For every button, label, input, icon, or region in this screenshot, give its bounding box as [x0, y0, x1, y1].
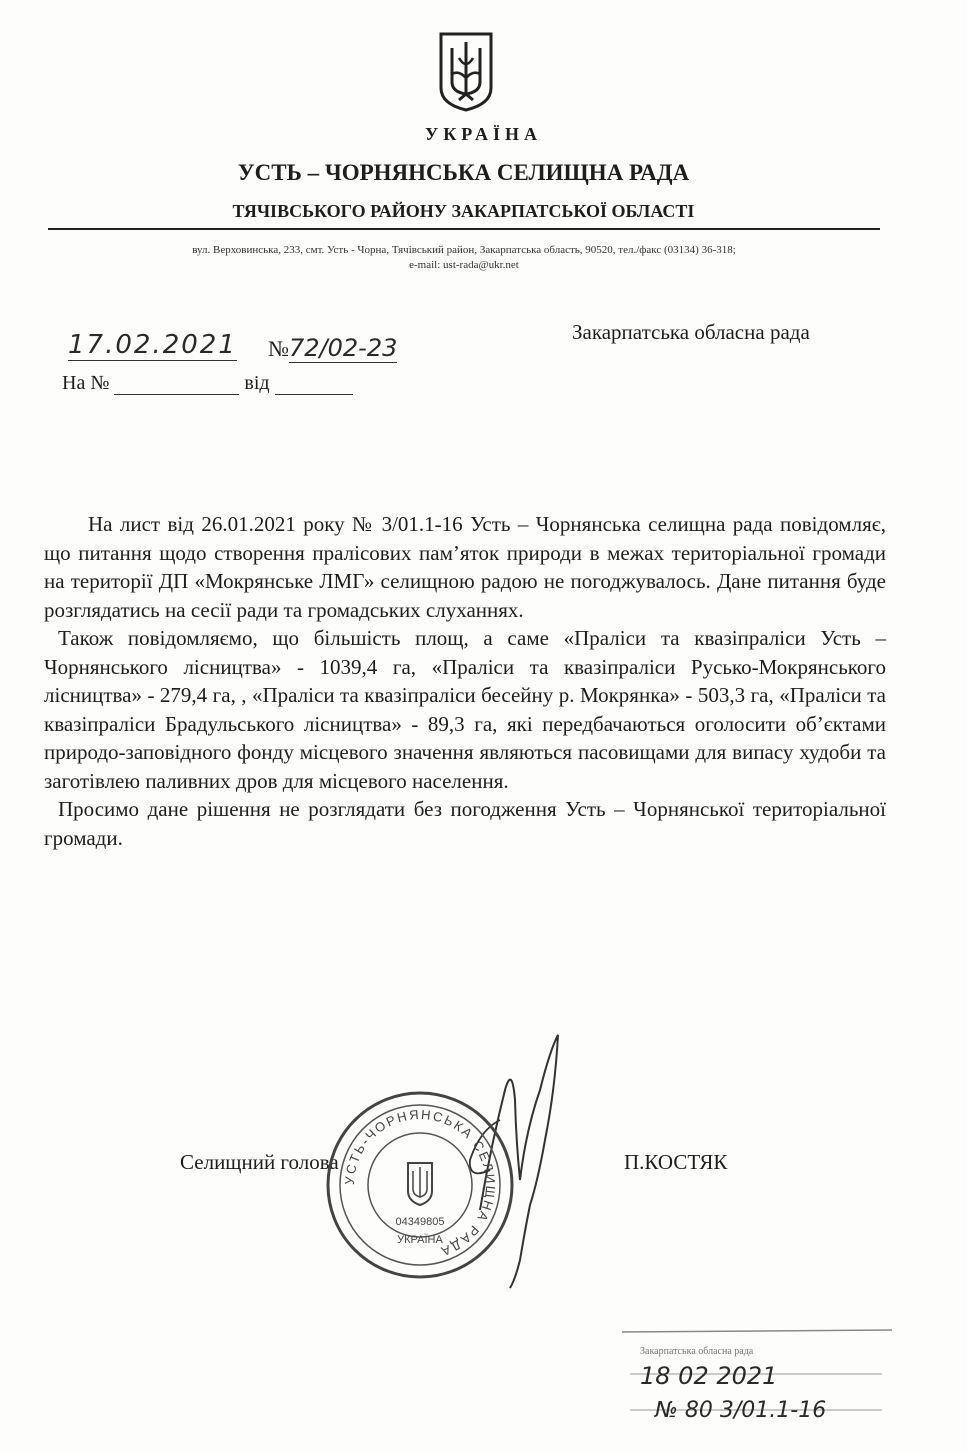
district-name: ТЯЧІВСЬКОГО РАЙОНУ ЗАКАРПАТСЬКОЇ ОБЛАСТІ [232, 201, 695, 221]
outgoing-date-value: 17.02.2021 [68, 330, 237, 360]
council-name: УСТЬ – ЧОРНЯНСЬКА СЕЛИЩНА РАДА [237, 160, 690, 185]
stamp-ring-text: УСТЬ-ЧОРНЯНСЬКА СЕЛИЩНА РАДА [341, 1106, 499, 1260]
official-stamp-seal [320, 1085, 520, 1285]
body-paragraph-1: На лист від 26.01.2021 року № 3/01.1-16 Усть – Чорнянська селищна рада повідомляє, що питання щодо створення пралісових пам’яток природи в межах територіальної громади на території ДП «Мокрянське ЛМГ» селищною радою не погоджувалось. Дане питання буде розглядатись на сесії ради та громадських слуханнях. [44, 512, 886, 622]
registration-number: № 80 3/01.1-16 [655, 1398, 827, 1423]
header-divider [48, 228, 880, 230]
reply-number-blank [114, 376, 239, 395]
body-paragraph-3: Просимо дане рішення не розглядати без погодження Усть – Чорнянської територіальної громади. [44, 797, 886, 850]
coat-of-arms-icon [437, 30, 495, 112]
registration-header: Закарпатська обласна рада [640, 1346, 754, 1357]
outgoing-date [68, 330, 248, 360]
contacts-block [40, 243, 888, 273]
address-line: вул. Верховинська, 233, смт. Усть - Чорна, Тячівський район, Закарпатська область, 90520, тел./факс (03134) 36-318; [192, 244, 736, 256]
stamp-code: 04349805 [395, 1216, 445, 1228]
stamp-country: УКРАЇНА [397, 1234, 443, 1246]
registration-date: 18 02 2021 [640, 1362, 778, 1390]
addressee: Закарпатська обласна рада [572, 320, 810, 344]
reply-number-label: На № [62, 372, 110, 394]
reply-from-label: від [244, 372, 270, 394]
outgoing-number-label: № [268, 336, 289, 361]
outgoing-number [268, 334, 397, 362]
reply-reference [62, 372, 353, 395]
letter-body [44, 510, 886, 852]
email-line: e-mail: ust-rada@ukr.net [409, 259, 519, 271]
reply-date-blank [275, 376, 353, 395]
body-paragraph-2: Також повідомляємо, що більшість площ, а саме «Праліси та квазіпраліси Усть – Чорнянського лісництва» - 1039,4 га, «Праліси та квазіпраліси Русько-Мокрянського лісництва» - 279,4 га, , «Праліси та квазіпраліси бесейну р. Мокрянка» - 503,3 га, «Праліси та квазіпраліси Брадульського лісництва» - 89,3 га, які передбачаються оголосити об’єктами природо-заповідного фонду місцевого значення являються пасовищами для випасу худоби та заготівлею паливних дров для місцевого населення. [44, 626, 886, 793]
country-heading: УКРАЇНА [425, 124, 542, 144]
outgoing-number-value: 72/02-23 [289, 334, 398, 362]
signatory-role: Селищний голова [180, 1150, 339, 1174]
signatory-name: П.КОСТЯК [624, 1150, 728, 1174]
